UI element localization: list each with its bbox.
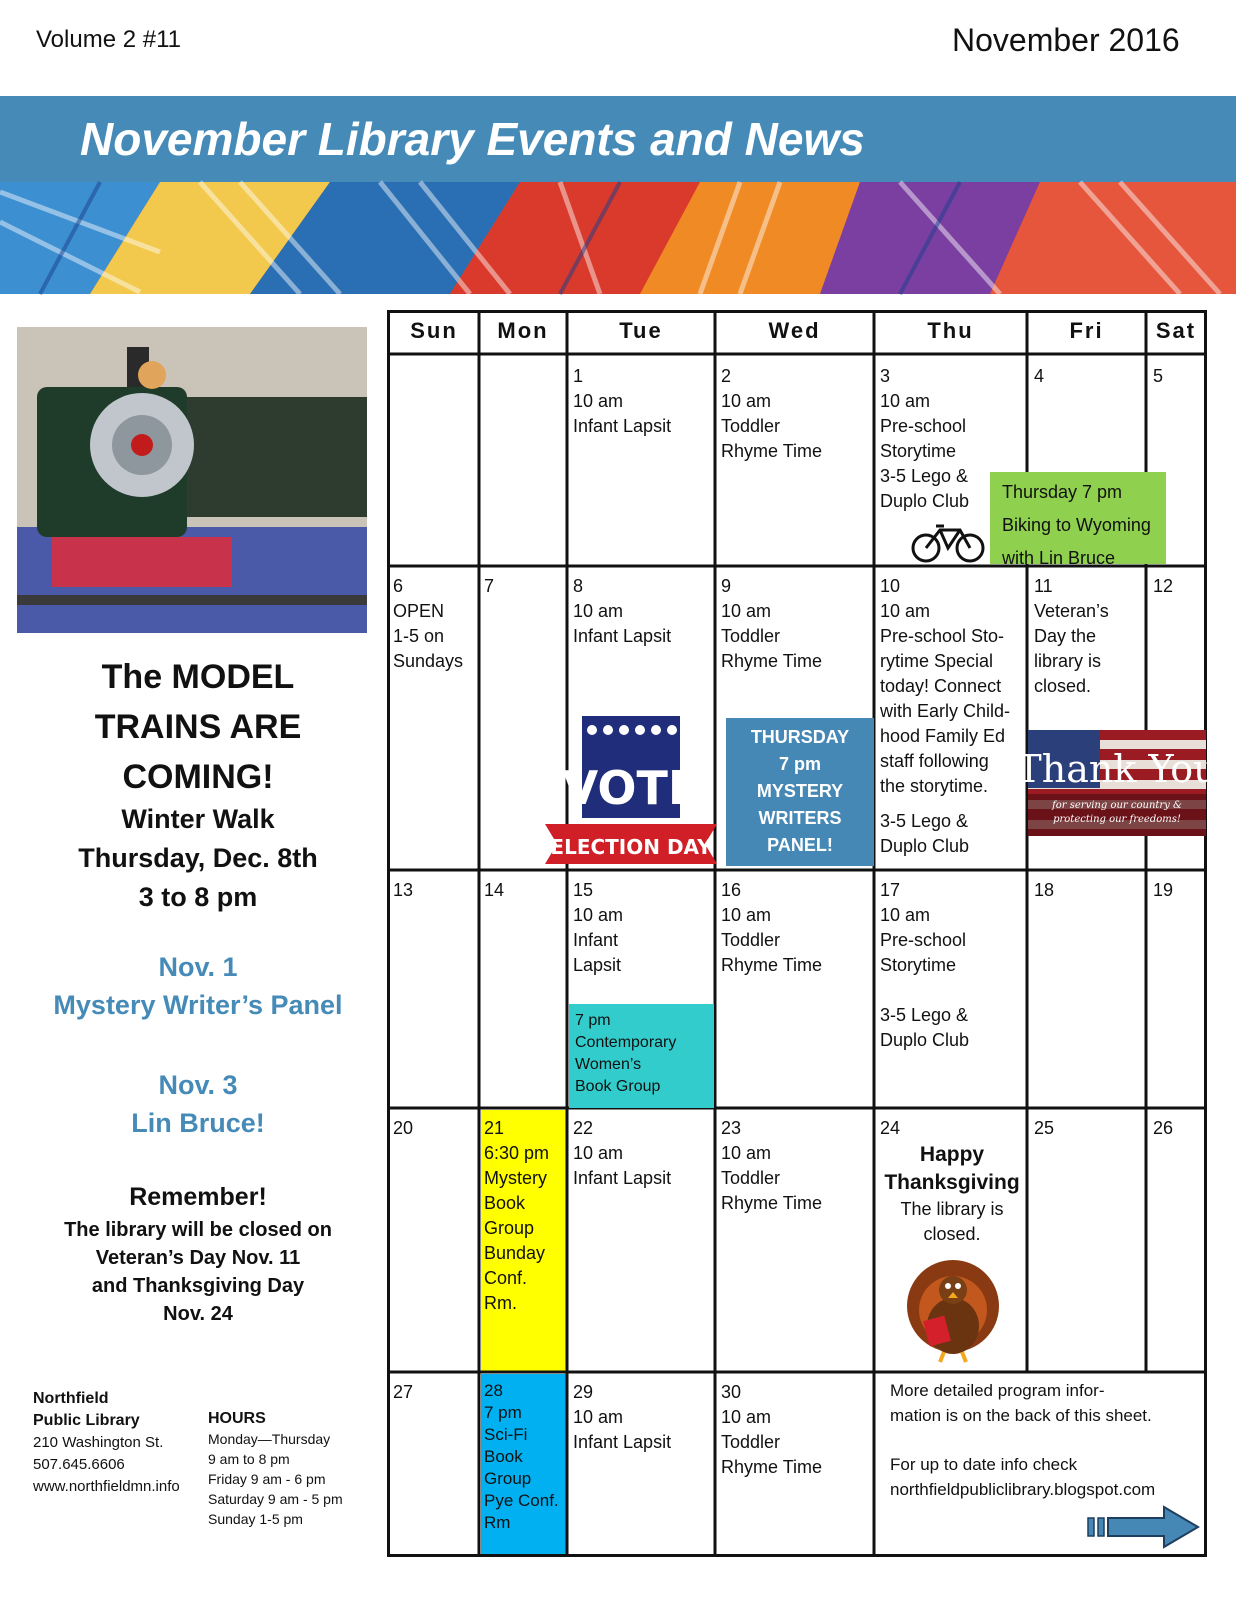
event-name: the storytime. — [880, 776, 989, 796]
event-name: Storytime — [880, 955, 957, 975]
day-cell-29 — [573, 1380, 671, 1455]
event-name: today! Connect — [880, 676, 1002, 696]
note-line: closed. — [1034, 676, 1092, 696]
event-name: Toddler — [721, 416, 781, 436]
day-cell-18: 18 — [1034, 880, 1055, 900]
event-name: with Early Child- — [880, 701, 1011, 721]
nov3-event: Lin Bruce! — [131, 1108, 265, 1138]
nov1-date: Nov. 1 — [158, 952, 238, 982]
day-header-fri: Fri — [1069, 318, 1104, 343]
mystery-line: THURSDAY — [750, 727, 850, 747]
event-name: Mystery — [484, 1168, 547, 1188]
event-name: Pre-school Sto- — [880, 626, 1005, 646]
event-time: 10 am — [721, 391, 772, 411]
closure-line: Veteran’s Day Nov. 11 — [95, 1247, 301, 1269]
event-name: Rhyme Time — [721, 1193, 823, 1213]
day-cell-22 — [573, 1116, 671, 1191]
closure-line: and Thanksgiving Day — [91, 1275, 305, 1297]
event-time: 10 am — [573, 905, 624, 925]
day-cell-1 — [573, 364, 671, 439]
event-name: Bunday — [484, 1243, 546, 1263]
day-cell-7: 7 — [484, 576, 495, 596]
event-time: 10 am — [573, 391, 624, 411]
event-name: Rm. — [484, 1293, 517, 1313]
event-name: Conf. — [484, 1268, 528, 1288]
day-number: 1 — [573, 366, 584, 386]
mystery-line: 7 pm — [778, 754, 821, 774]
nov1-event: Mystery Writer’s Panel — [53, 990, 343, 1020]
thank-you-text: Thank You — [1016, 747, 1218, 791]
more-info-line: For up to date info check — [890, 1455, 1078, 1474]
event-time: 7 pm — [484, 1403, 522, 1422]
hours-line: Sunday 1-5 pm — [208, 1511, 303, 1527]
holiday-note: closed. — [923, 1224, 981, 1244]
event-time: 10 am — [880, 391, 931, 411]
day-number: 29 — [573, 1382, 594, 1402]
library-name: Public Library — [33, 1412, 140, 1429]
holiday-title: Happy — [919, 1143, 985, 1166]
event-name: Sci-Fi — [484, 1425, 528, 1444]
day-cell-30 — [721, 1380, 822, 1480]
event-name: Pre-school — [880, 416, 967, 436]
hours-line: Friday 9 am - 6 pm — [208, 1471, 326, 1487]
hours-title: HOURS — [208, 1410, 266, 1427]
winter-walk-info — [17, 800, 379, 917]
library-address — [33, 1388, 180, 1498]
day-number: 8 — [573, 576, 584, 596]
event-time: 10 am — [721, 1143, 772, 1163]
event-name: Rm — [484, 1513, 511, 1532]
nov3-date: Nov. 3 — [158, 1070, 238, 1100]
note-line: Veteran’s — [1034, 601, 1109, 621]
day-number: 28 — [484, 1381, 503, 1400]
event-name: Infant Lapsit — [573, 1432, 672, 1452]
event-name: Duplo Club — [880, 1030, 970, 1050]
event-time: 10 am — [573, 1143, 624, 1163]
event-time: 10 am — [573, 601, 624, 621]
event-name: 3-5 Lego & — [880, 811, 969, 831]
day-cell-26: 26 — [1153, 1118, 1174, 1138]
event-name: Book — [484, 1447, 523, 1466]
event-time: 6:30 pm — [484, 1143, 550, 1163]
hours-line: 9 am to 8 pm — [208, 1451, 290, 1467]
event-name: Storytime — [880, 441, 957, 461]
hours-line: Saturday 9 am - 5 pm — [208, 1491, 343, 1507]
note-line: Sundays — [393, 651, 464, 671]
day-cell-5: 5 — [1153, 366, 1164, 386]
mystery-line: PANEL! — [767, 835, 833, 855]
library-website-link[interactable]: www.northfieldmn.info — [33, 1478, 180, 1495]
volume-label: Volume 2 #11 — [36, 26, 181, 53]
day-header-mon: Mon — [497, 318, 549, 343]
day-number: 9 — [721, 576, 732, 596]
day-cell-24 — [880, 1116, 1024, 1247]
more-info-line: mation is on the back of this sheet. — [890, 1406, 1152, 1425]
closure-notice — [17, 1216, 379, 1328]
day-header-thu: Thu — [927, 318, 974, 343]
event-name: Infant Lapsit — [573, 1168, 672, 1188]
day-number: 10 — [880, 576, 901, 596]
day-number: 22 — [573, 1118, 594, 1138]
event-name: 3-5 Lego & — [880, 466, 969, 486]
day-cell-6 — [393, 574, 463, 674]
event-name: Group — [484, 1469, 532, 1488]
womens-book-group-box — [569, 1004, 714, 1108]
day-cell-4: 4 — [1034, 366, 1045, 386]
page-title: November Library Events and News — [80, 113, 865, 165]
headline-line: TRAINS ARE — [94, 708, 302, 746]
nov3-highlight — [17, 1066, 379, 1142]
day-cell-21 — [484, 1116, 549, 1316]
day-cell-14: 14 — [484, 880, 505, 900]
day-cell-17 — [880, 878, 969, 1053]
event-time: 10 am — [721, 905, 772, 925]
event-name: hood Family Ed — [880, 726, 1006, 746]
cyan-event-line: Women’s — [575, 1056, 642, 1073]
day-number: 2 — [721, 366, 732, 386]
day-number: 23 — [721, 1118, 742, 1138]
biking-event-box — [990, 472, 1166, 568]
walk-line: Winter Walk — [121, 804, 275, 834]
headline-line: COMING! — [122, 758, 274, 796]
event-name: Toddler — [721, 1432, 781, 1452]
trains-headline — [17, 652, 379, 802]
closure-line: Nov. 24 — [163, 1303, 233, 1325]
green-event-line: with Lin Bruce — [1002, 548, 1116, 568]
day-cell-16 — [721, 878, 822, 978]
hours-line: Monday—Thursday — [208, 1431, 331, 1447]
thank-you-subtext: protecting our freedoms! — [1053, 814, 1181, 825]
day-number: 30 — [721, 1382, 742, 1402]
event-time: 10 am — [721, 1407, 772, 1427]
event-name: Pre-school — [880, 930, 967, 950]
day-header-sat: Sat — [1155, 318, 1197, 343]
arrow-right-icon[interactable] — [1086, 1504, 1202, 1550]
election-day-text: ELECTION DAY — [550, 835, 712, 859]
quilt-art-image — [0, 182, 1236, 294]
event-name: staff following — [880, 751, 989, 771]
holiday-title: Thanksgiving — [884, 1171, 1020, 1194]
holiday-note: The library is — [900, 1199, 1004, 1219]
day-number: 16 — [721, 880, 742, 900]
day-cell-15 — [573, 878, 623, 978]
cyan-event-line: 7 pm — [575, 1012, 611, 1029]
day-cell-28 — [484, 1380, 559, 1534]
thank-you-flag-graphic — [1016, 730, 1218, 836]
bicycle-icon — [910, 522, 986, 564]
walk-line: Thursday, Dec. 8th — [78, 843, 318, 873]
blog-link[interactable]: northfieldpubliclibrary.blogspot.com — [890, 1480, 1156, 1499]
event-name: Book — [484, 1193, 526, 1213]
vote-text: VOTE — [562, 761, 700, 815]
event-name: Lapsit — [573, 955, 622, 975]
green-event-line: Thursday 7 pm — [1002, 482, 1123, 502]
remember-heading: Remember! — [129, 1183, 267, 1211]
event-name: Infant Lapsit — [573, 626, 672, 646]
walk-line: 3 to 8 pm — [138, 882, 258, 912]
day-number: 24 — [880, 1118, 901, 1138]
cyan-event-line: Book Group — [575, 1078, 661, 1095]
day-header-wed: Wed — [768, 318, 821, 343]
event-time: 10 am — [880, 601, 931, 621]
mystery-line: WRITERS — [758, 808, 842, 828]
thank-you-subtext: for serving our country & — [1052, 800, 1182, 811]
day-number: 3 — [880, 366, 891, 386]
note-line: Day the — [1034, 626, 1097, 646]
event-name: Rhyme Time — [721, 441, 823, 461]
day-cell-11 — [1034, 574, 1109, 699]
day-cell-9 — [721, 574, 822, 674]
day-number: 15 — [573, 880, 594, 900]
note-line: OPEN — [393, 601, 445, 621]
issue-month: November 2016 — [952, 22, 1180, 58]
event-time: 10 am — [721, 601, 772, 621]
cyan-event-line: Contemporary — [575, 1034, 677, 1051]
event-name: Rhyme Time — [721, 1457, 823, 1477]
library-street: 210 Washington St. — [33, 1434, 164, 1451]
note-line: library is — [1034, 651, 1102, 671]
mystery-line: MYSTERY — [756, 781, 844, 801]
day-number: 6 — [393, 576, 404, 596]
note-line: 1-5 on — [393, 626, 445, 646]
day-cell-12: 12 — [1153, 576, 1174, 596]
event-name: Group — [484, 1218, 535, 1238]
event-name: Toddler — [721, 930, 781, 950]
library-phone: 507.645.6606 — [33, 1456, 125, 1473]
model-train-image — [17, 327, 367, 633]
day-number: 21 — [484, 1118, 505, 1138]
day-cell-23 — [721, 1116, 822, 1216]
event-name: Rhyme Time — [721, 651, 823, 671]
event-name: Duplo Club — [880, 836, 970, 856]
day-header-tue: Tue — [619, 318, 663, 343]
library-hours — [208, 1408, 343, 1529]
event-name: Rhyme Time — [721, 955, 823, 975]
day-cell-27: 27 — [393, 1382, 414, 1402]
headline-line: The MODEL — [101, 658, 295, 696]
event-name: 3-5 Lego & — [880, 1005, 969, 1025]
event-name: Infant — [573, 930, 619, 950]
green-event-line: Biking to Wyoming — [1002, 515, 1151, 535]
day-header-sun: Sun — [410, 318, 458, 343]
event-name: Duplo Club — [880, 491, 970, 511]
event-name: rytime Special — [880, 651, 994, 671]
event-name: Infant Lapsit — [573, 416, 672, 436]
day-cell-25: 25 — [1034, 1118, 1055, 1138]
day-cell-8 — [573, 574, 671, 649]
event-name: Pye Conf. — [484, 1491, 559, 1510]
event-time: 10 am — [880, 905, 931, 925]
event-time: 10 am — [573, 1407, 624, 1427]
day-number: 17 — [880, 880, 901, 900]
day-cell-20: 20 — [393, 1118, 414, 1138]
day-cell-13: 13 — [393, 880, 414, 900]
day-cell-2 — [721, 364, 822, 464]
more-info-line: More detailed program infor- — [890, 1381, 1105, 1400]
closure-line: The library will be closed on — [64, 1219, 332, 1241]
mystery-writers-box — [726, 718, 874, 866]
turkey-icon — [896, 1256, 1010, 1364]
event-name: Toddler — [721, 626, 781, 646]
nov1-highlight — [17, 948, 379, 1024]
day-cell-10 — [880, 574, 1010, 859]
day-cell-3 — [880, 364, 969, 514]
day-cell-19: 19 — [1153, 880, 1174, 900]
day-number: 11 — [1034, 576, 1053, 596]
event-name: Toddler — [721, 1168, 781, 1188]
more-info-note — [890, 1378, 1200, 1502]
vote-election-day-graphic — [545, 716, 717, 866]
library-name: Northfield — [33, 1390, 109, 1407]
